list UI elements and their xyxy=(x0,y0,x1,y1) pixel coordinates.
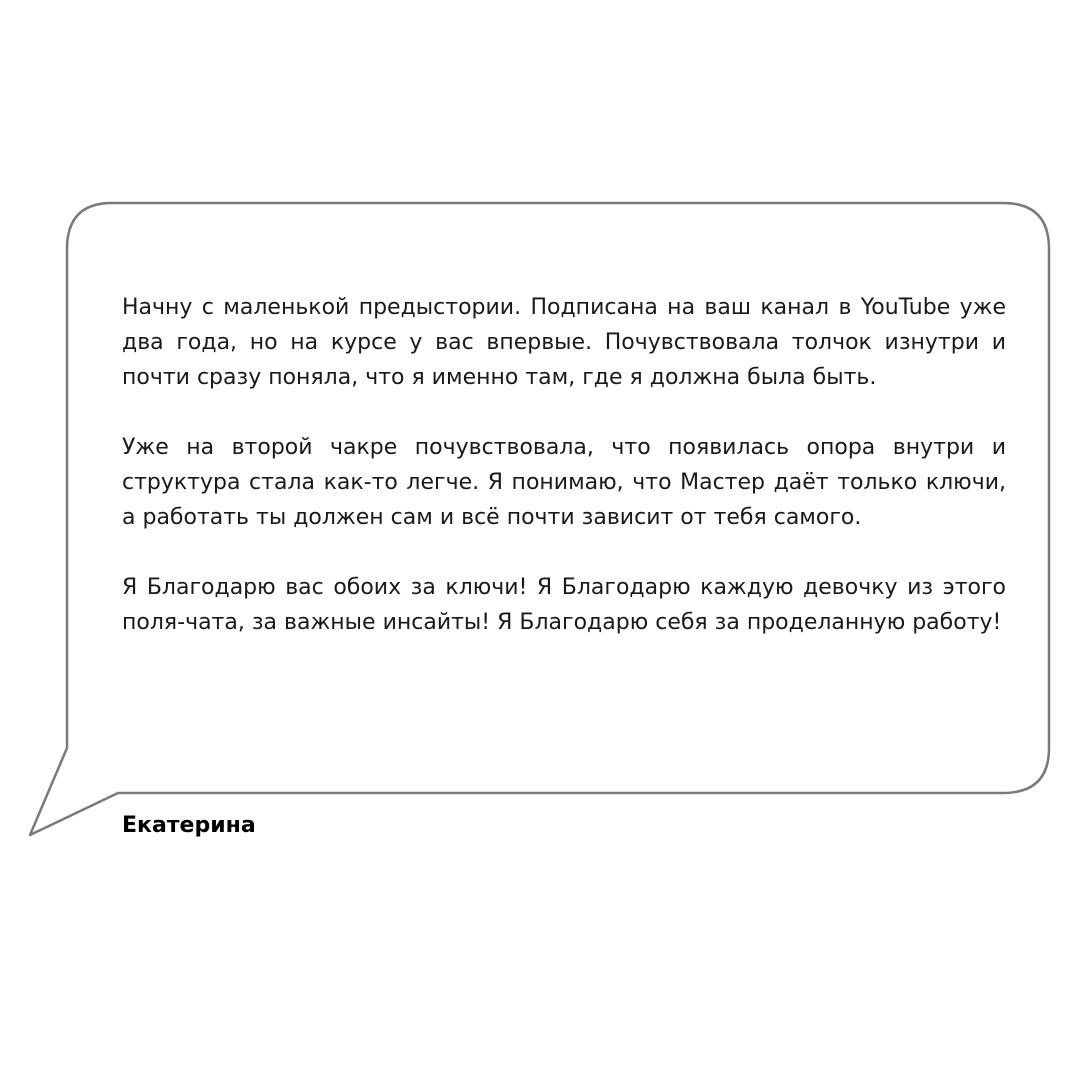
testimonial-paragraph-1: Начну с маленькой предыстории. Подписана на ваш канал в YouTube уже два года, но на курсе у вас впервые. Почувствовала толчок изнутри и почти сразу поняла, что я именно там, где я должна была быть. xyxy=(122,295,1006,390)
testimonial-paragraph-2: Уже на второй чакре почувствовала, что появилась опора внутри и структура стала как-то легче. Я понимаю, что Мастер даёт только ключи, а работать ты должен сам и всё почти зависит от тебя самого. xyxy=(122,435,1006,530)
testimonial-text xyxy=(122,290,1006,640)
testimonial-paragraph-3: Я Благодарю вас обоих за ключи! Я Благодарю каждую девочку из этого поля-чата, за важные инсайты! Я Благодарю себя за проделанную работу! xyxy=(122,575,1006,635)
author-name: Екатерина xyxy=(122,813,256,838)
